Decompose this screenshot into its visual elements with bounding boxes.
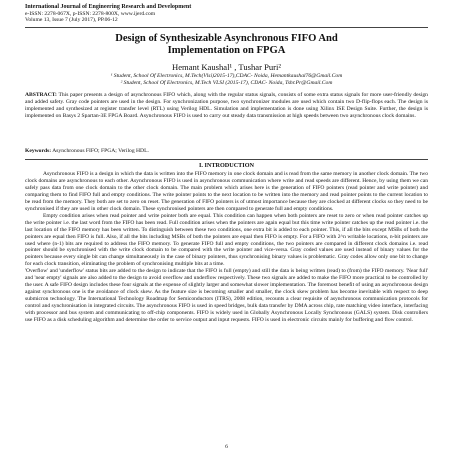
paper-authors: Hemant Kaushal¹ , Tushar Puri² (172, 62, 281, 72)
author-affiliations (25, 73, 428, 87)
journal-volume: Volume 13, Issue 7 (July 2017), PP.06-12 (25, 17, 118, 24)
abstract (25, 92, 428, 120)
body-paragraph-2: Empty condition arises when read pointer and write pointer both are equal. This condition can happen when both pointers are reset to zero or when read pointer catches up the write pointer i.e. the last word from the FIFO has been read. Full condition arises when the pointers are again equal but this time write pointer catches up the read pointer i.e. the last location of the FIFO memory has been written. To distinguish between these two conditions, one extra bit is added to each pointer. This, if all the bits except MSBs of both the pointers are equal then FIFO is full. Also, if all the bits including MSBs of both the pointers are equal then FIFO is empty. For a FIFO with 2^n writable locations, n-bit pointers are used where (n-1) bits are required to address the FIFO memory. To generate FIFO full and empty conditions, the two pointers are compared in different clock domains i.e. read pointer should be synchronised with the write clock domain to be compared with the write pointer and vice-versa. Gray coded values are used instead of binary values for the pointers because every single bit can change simultaneously in the case of binary pointers, thus synchronising binary values is problematic. Gray codes allow only one bit to change for each clock transition, eliminating the problem of synchronising multiple bits at a time. (25, 212, 428, 268)
body-paragraph-1: Asynchronous FIFO is a design in which the data is written into the FIFO memory in one clock domain and is read from the same memory in another clock domain. The two clock domains are asynchronous to each other. Asynchronous FIFO is used in asynchronous communication where write and read speeds are different. Hence, by using them we can safely pass data from one clock domain to the other clock domain. The main problem which arises here is the generation of FIFO pointers (read pointer and write pointer) and comparing them to find FIFO full and empty conditions. The write pointer points to the next location to be written into the memory and read pointer points to the current location to be read from the memory. They both are set to zero on reset. The generation of FIFO pointers is of utmost importance because they are clocked at different clocks so they need to be synchronised if they are used in other clock domain. These synchronised pointers are then compared to generate full and empty conditions. (25, 171, 428, 212)
body-text (25, 171, 428, 324)
abstract-divider (25, 159, 428, 160)
abstract-text: This paper presents a design of asynchronous FIFO which, along with the regular status signals, consists of some extra status signals for more user-friendly design and added safety. Gray code pointers are used in the design. For synchronization purpose, two synchronizer modules are used which contain two D-flip-flops each. The design is implemented and synthesized at register transfer level (RTL) using Verilog HDL. Simulation and implementation is done using Xilinx ISE Design Suite. Further, the design is implemented on Basys 2 Spartan-3E FPGA Board. Asynchronous FIFO is used to carry out steady data transmission at high speeds between two asynchronous clock domains. (25, 92, 428, 120)
keywords (25, 148, 428, 155)
paper-title-line-2: Implementation on FPGA (167, 45, 286, 56)
journal-name: International Journal of Engineering Research and Development (25, 4, 192, 10)
keywords-text: Asynchronous FIFO; FPGA; Verilog HDL. (52, 148, 149, 154)
journal-header (25, 4, 425, 24)
affiliation-1: ¹ Student, School Of Electronics, M.Tech(Vlsi)2015-17),CDAC- Noida, Hemantkaushal76@Gmail.Com (110, 73, 343, 79)
abstract-label: ABSTRACT: (25, 92, 57, 98)
paper-title-line-1: Design of Synthesizable Asynchronous FIFO And (115, 33, 338, 44)
body-paragraph-3: 'Overflow' and 'underflow' status bits are added to the design to indicate that the FIFO is full (empty) and still the data is being written (read) to (from) the FIFO memory. 'Near full' and 'near empty' signals are also added to the design to avoid overflow and underflow respectively. These two signals are added to make the FIFO more practical to be controlled by the user. A safe FIFO design includes these four signals at the expense of slightly larger and somewhat slower implementation. The foremost benefit of using an asynchronous design against synchronous one is the avoidance of clock skew. As the feature size is becoming smaller and smaller, the clock skew problem has become inevitable with respect to deep submicron technology. The International Technology Roadmap for Semiconductors (ITRS), 2008 edition, recounts a clear requisite of asynchronous communication protocols for control and synchronisation in integrated circuits. The asynchronous FIFO is used in speed bridges, bulk data transfer by DMA across chip, rate matching video interface, interfacing with processor and bus system and communicating to off-chip components. FIFO is widely used in Globally Asynchronous Locally Synchronous (GALS) system. Disk controllers use FIFO as a disk scheduling algorithm and determine the order to service output and input requests. FIFO is used in electronic circuits mainly for buffering and flow control. (25, 268, 428, 324)
header-divider (25, 27, 428, 28)
affiliation-2: ² Student, School Of Electronics, M.Tech VLSI (2015-17), CDAC- Noida, Tshr.Pr@Gmail.Com (120, 80, 333, 86)
paper-title (25, 33, 428, 57)
page-number: 6 (225, 444, 228, 450)
journal-issn: e-ISSN: 2278-067X, p-ISSN: 2278-800X, www.ijerd.com (25, 10, 156, 17)
keywords-label: Keywords: (25, 148, 52, 154)
section-heading: I. INTRODUCTION (198, 162, 254, 169)
